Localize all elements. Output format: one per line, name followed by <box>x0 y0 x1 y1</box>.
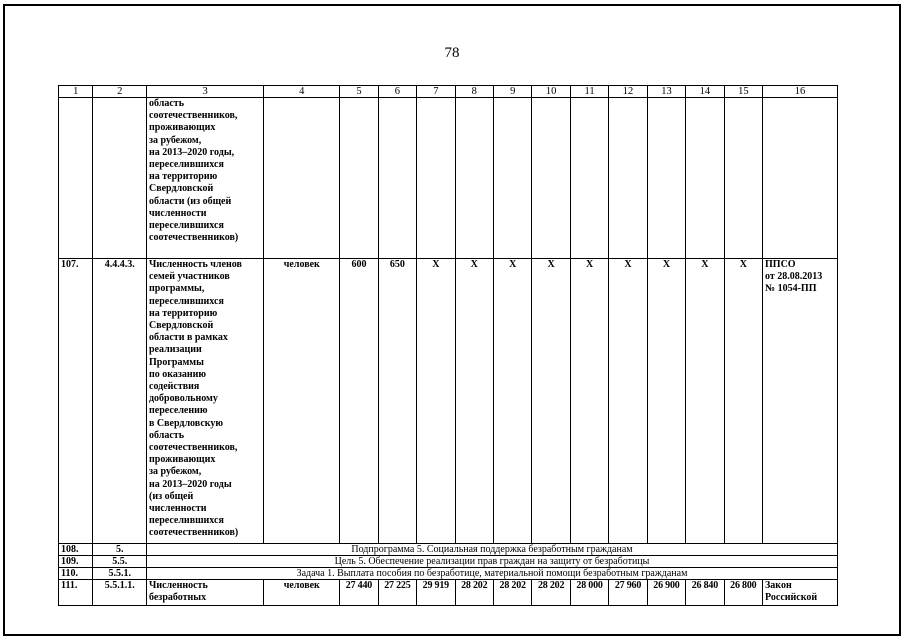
value-cell: 28 000 <box>570 580 608 606</box>
document-cell: ППСО от 28.08.2013 № 1054-ПП <box>763 259 838 544</box>
code-cell: 5.5.1.1. <box>93 580 147 606</box>
indicator-table <box>58 85 838 606</box>
value-cell: X <box>609 259 647 544</box>
value-cell: 650 <box>378 259 416 544</box>
value-cell: 600 <box>340 259 378 544</box>
table-row-111 <box>59 580 838 606</box>
header-cell: 7 <box>417 86 455 98</box>
document-cell <box>763 98 838 259</box>
value-cell: X <box>417 259 455 544</box>
value-cell: X <box>455 259 493 544</box>
indicator-description: область соотечественников, проживающих за рубежом, на 2013–2020 годы, переселившихся на территорию Свердловской области (из общей численности переселившихся соотечественников) <box>147 98 264 259</box>
value-cell <box>532 98 570 259</box>
header-cell: 8 <box>455 86 493 98</box>
header-cell: 14 <box>686 86 724 98</box>
document-page <box>3 4 901 636</box>
value-cell: 26 800 <box>724 580 762 606</box>
unit-cell: человек <box>264 259 340 544</box>
value-cell <box>378 98 416 259</box>
header-cell: 16 <box>763 86 838 98</box>
row-number-cell: 107. <box>59 259 93 544</box>
value-cell: 29 919 <box>417 580 455 606</box>
header-cell: 5 <box>340 86 378 98</box>
table-row-108 <box>59 544 838 556</box>
value-cell: X <box>647 259 685 544</box>
goal-title: Цель 5. Обеспечение реализации прав граждан на защиту от безработицы <box>147 556 838 568</box>
header-row <box>59 86 838 98</box>
unit-cell <box>264 98 340 259</box>
task-title: Задача 1. Выплата пособия по безработице, материальной помощи безработным гражданам <box>147 568 838 580</box>
header-cell: 9 <box>493 86 531 98</box>
value-cell: 27 960 <box>609 580 647 606</box>
header-cell: 3 <box>147 86 264 98</box>
value-cell: 28 202 <box>455 580 493 606</box>
header-cell: 4 <box>264 86 340 98</box>
header-cell: 11 <box>570 86 608 98</box>
unit-cell: человек <box>264 580 340 606</box>
value-cell: X <box>686 259 724 544</box>
indicator-description: Численность безработных <box>147 580 264 606</box>
value-cell <box>686 98 724 259</box>
header-cell: 6 <box>378 86 416 98</box>
value-cell: 28 202 <box>493 580 531 606</box>
code-cell: 5. <box>93 544 147 556</box>
value-cell <box>609 98 647 259</box>
value-cell <box>455 98 493 259</box>
value-cell: X <box>532 259 570 544</box>
code-cell: 4.4.4.3. <box>93 259 147 544</box>
table-row-110 <box>59 568 838 580</box>
code-cell: 5.5. <box>93 556 147 568</box>
document-cell: Закон Российской <box>763 580 838 606</box>
header-cell: 12 <box>609 86 647 98</box>
value-cell <box>724 98 762 259</box>
value-cell <box>417 98 455 259</box>
code-cell <box>93 98 147 259</box>
value-cell <box>647 98 685 259</box>
subprogram-title: Подпрограмма 5. Социальная поддержка безработным гражданам <box>147 544 838 556</box>
value-cell <box>493 98 531 259</box>
header-cell: 15 <box>724 86 762 98</box>
page-number: 78 <box>444 45 460 61</box>
value-cell: X <box>724 259 762 544</box>
value-cell: 26 900 <box>647 580 685 606</box>
indicator-description: Численность членов семей участников программы, переселившихся на территорию Свердловской области в рамках реализации Программы по оказанию содействия добровольному переселению в Свердловскую область соотечественников, проживающих за рубежом, на 2013–2020 годы (из общей численности переселившихся соотечественников) <box>147 259 264 544</box>
value-cell: X <box>570 259 608 544</box>
value-cell <box>570 98 608 259</box>
row-number-cell: 111. <box>59 580 93 606</box>
table-row-107 <box>59 259 838 544</box>
row-number-cell <box>59 98 93 259</box>
table-row-109 <box>59 556 838 568</box>
header-cell: 1 <box>59 86 93 98</box>
value-cell: 27 225 <box>378 580 416 606</box>
code-cell: 5.5.1. <box>93 568 147 580</box>
row-number-cell: 109. <box>59 556 93 568</box>
value-cell: 26 840 <box>686 580 724 606</box>
header-cell: 13 <box>647 86 685 98</box>
row-number-cell: 108. <box>59 544 93 556</box>
header-cell: 10 <box>532 86 570 98</box>
table-row-continuation <box>59 98 838 259</box>
header-cell: 2 <box>93 86 147 98</box>
value-cell: 28 202 <box>532 580 570 606</box>
value-cell: X <box>493 259 531 544</box>
value-cell: 27 440 <box>340 580 378 606</box>
value-cell <box>340 98 378 259</box>
row-number-cell: 110. <box>59 568 93 580</box>
